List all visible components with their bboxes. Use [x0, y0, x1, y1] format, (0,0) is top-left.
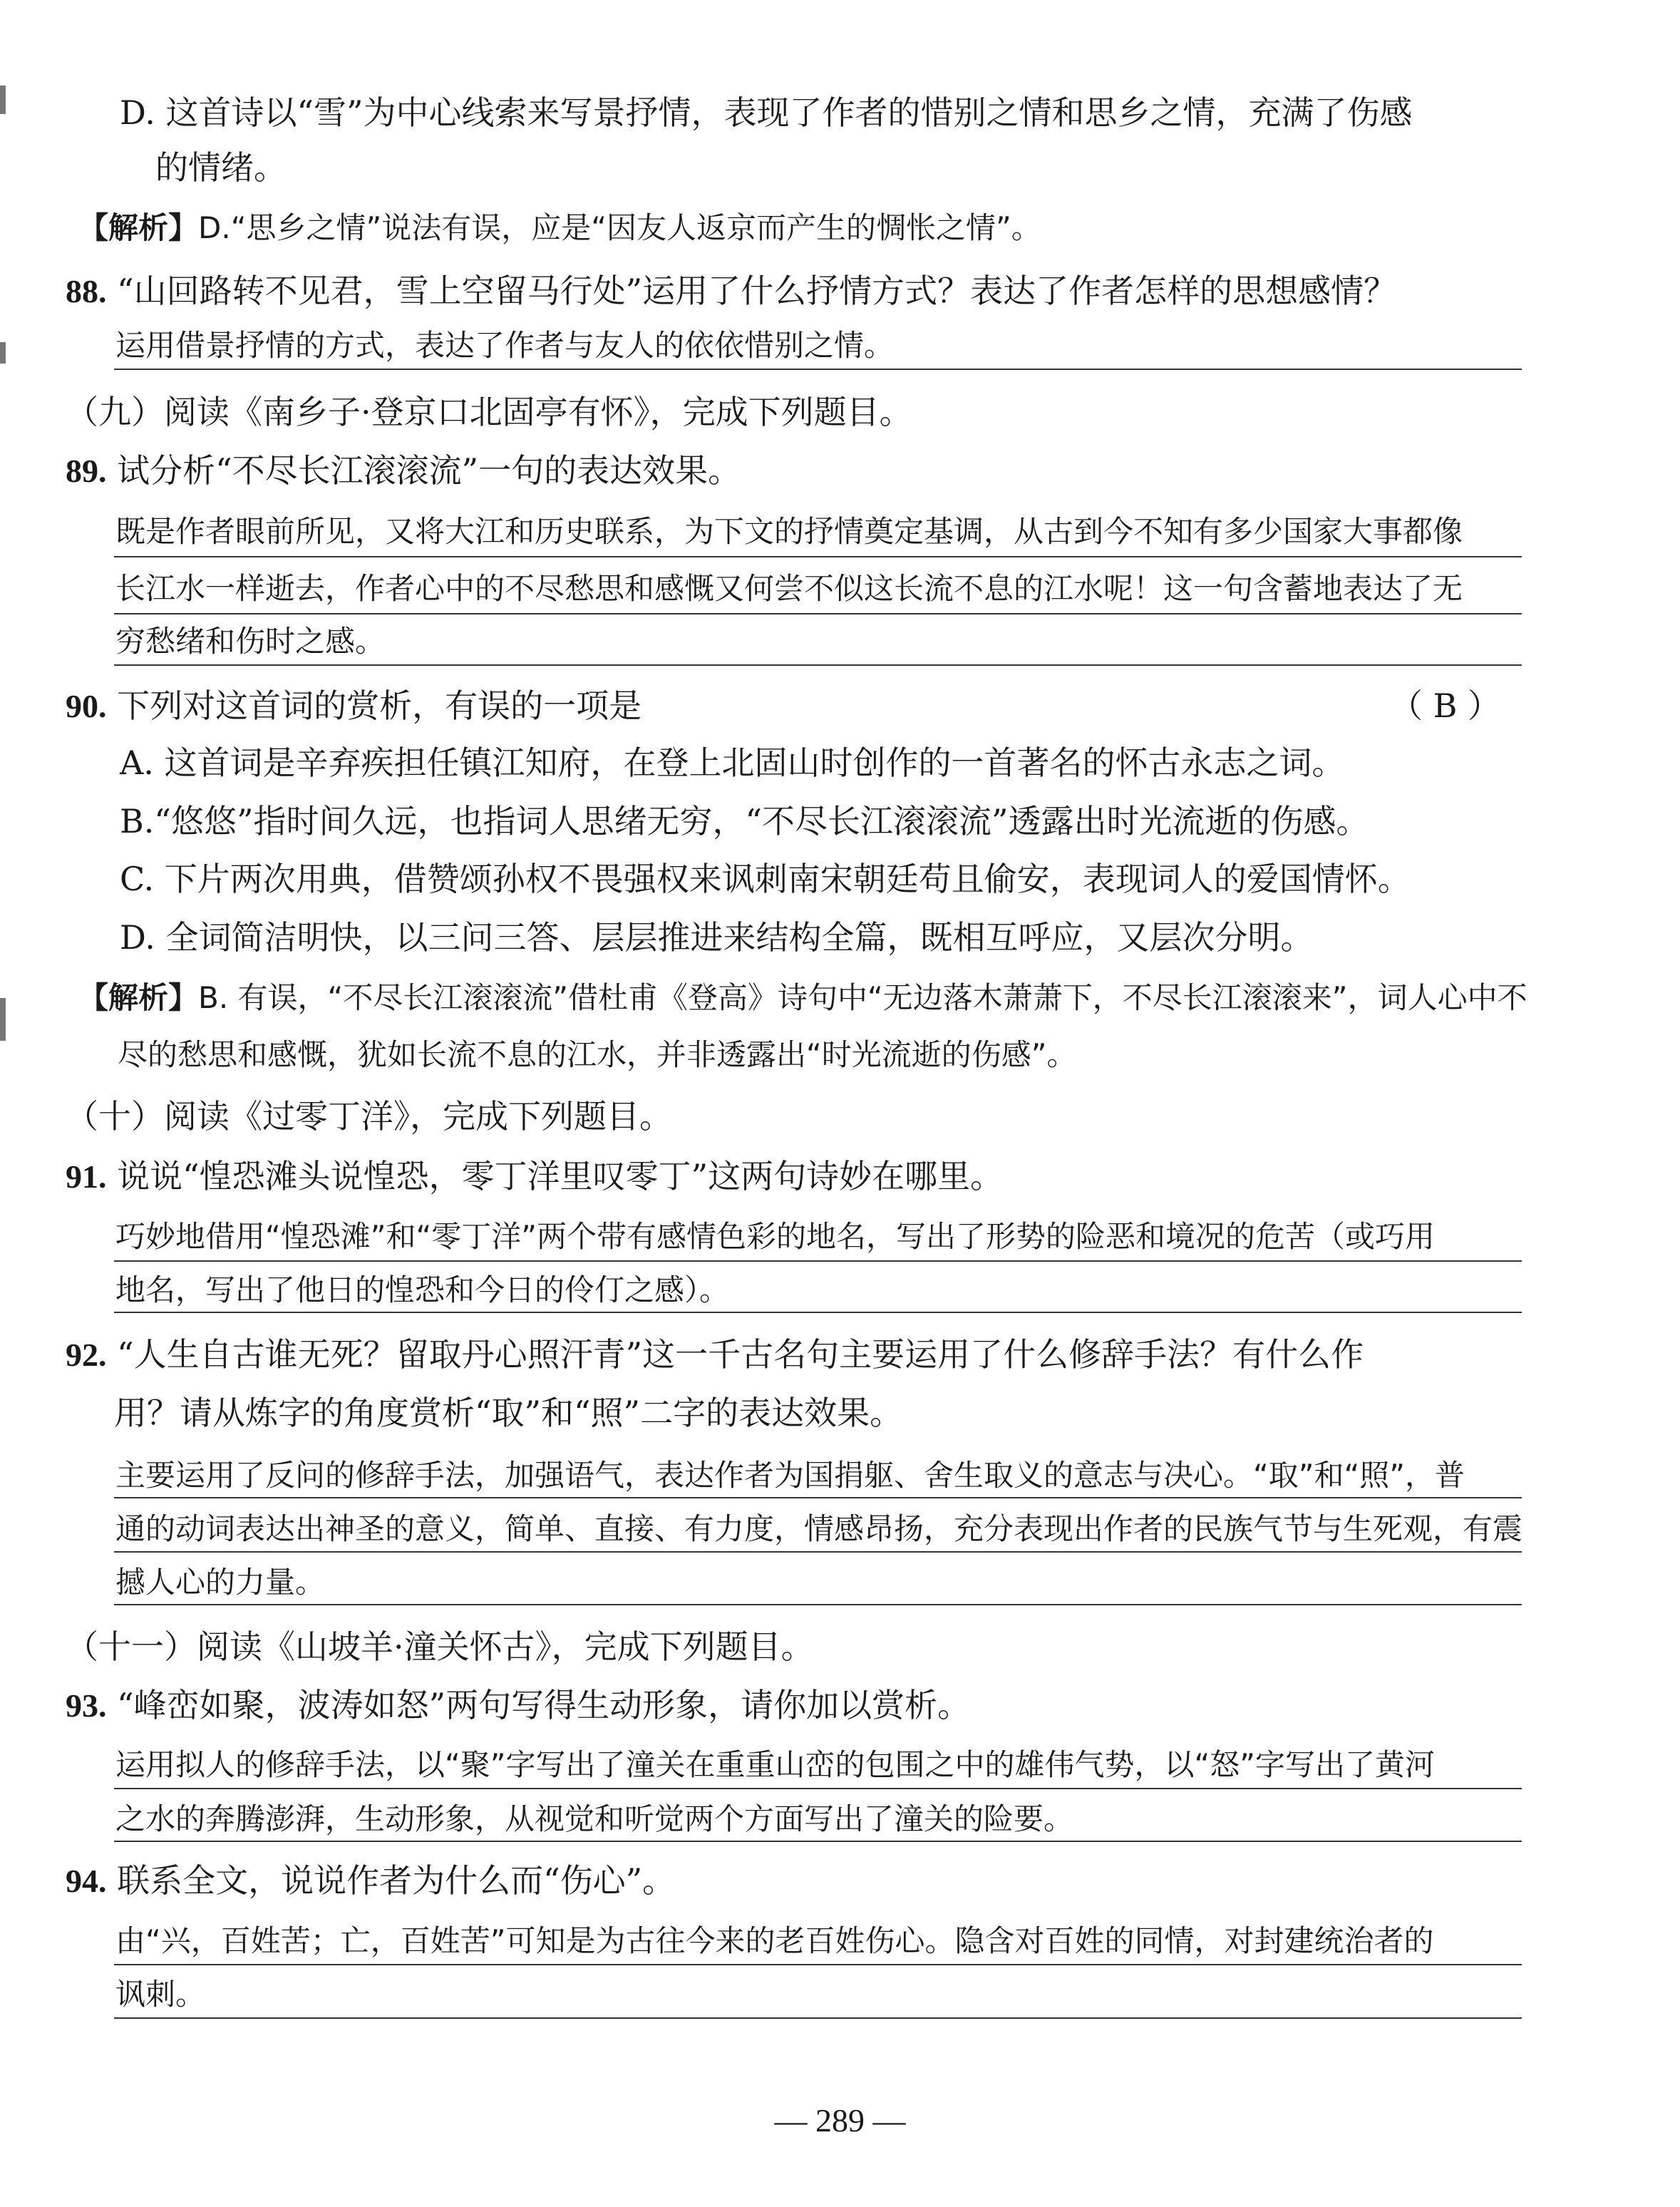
answer-choice: （ B ）: [1390, 686, 1501, 725]
question-text: 试分析“不尽长江滚滚流”一句的表达效果。: [117, 451, 741, 490]
answer-93-line-1: 运用拟人的修辞手法，以“聚”字写出了潼关在重重山峦的包围之中的雄伟气势，以“怒”字写出了黄河: [115, 1747, 1436, 1782]
answer-92-line-3: 撼人心的力量。: [115, 1565, 326, 1600]
answer-88-line-1: 运用借景抒情的方式，表达了作者与友人的依依惜别之情。: [115, 328, 895, 363]
section-9-heading: （九）阅读《南乡子·登京口北固亭有怀》，完成下列题目。: [66, 393, 912, 431]
question-94: [66, 1859, 675, 1903]
question-text: “山回路转不见君，雪上空留马行处”运用了什么抒情方式？表达了作者怎样的思想感情？: [117, 272, 1397, 310]
section-11-heading: （十一）阅读《山坡羊·潼关怀古》，完成下列题目。: [66, 1627, 814, 1666]
answer-89-line-3: 穷愁绪和伤时之感。: [115, 624, 386, 659]
analysis-text: D.“思乡之情”说法有误，应是“因友人返京而产生的惆怅之情”。: [198, 210, 1041, 245]
analysis-90: [78, 977, 1527, 1019]
answer-rule: [114, 556, 1522, 557]
answer-91-line-1: 巧妙地借用“惶恐滩”和“零丁洋”两个带有感情色彩的地名，写出了形势的险恶和境况的危苦（或巧用: [115, 1219, 1436, 1254]
answer-rule: [114, 1964, 1522, 1965]
question-91: [66, 1155, 1003, 1198]
answer-rule: [114, 1497, 1522, 1498]
answer-92-line-2: 通的动词表达出神圣的意义，简单、直接、有力度，情感昂扬，充分表现出作者的民族气节与生死观，有震: [115, 1511, 1523, 1546]
answer-rule: [114, 1260, 1522, 1262]
answer-rule: [114, 369, 1522, 370]
answer-rule: [114, 2017, 1522, 2019]
answer-89-line-2: 长江水一样逝去，作者心中的不尽愁思和感慨又何尝不似这长流不息的江水呢！这一句含蓄地表达了无: [115, 571, 1463, 606]
question-93: [66, 1684, 970, 1727]
scan-edge-mark: [0, 998, 6, 1041]
option-d-prev-cont: 的情绪。: [155, 148, 287, 187]
answer-rule: [114, 664, 1522, 666]
question-number: 92.: [66, 1337, 107, 1373]
answer-92-line-1: 主要运用了反问的修辞手法，加强语气，表达作者为国捐躯、舍生取义的意志与决心。“取”和“照”，普: [115, 1458, 1465, 1493]
scan-edge-mark: [0, 86, 6, 114]
question-number: 91.: [66, 1158, 107, 1195]
question-text: 联系全文，说说作者为什么而“伤心”。: [117, 1861, 676, 1900]
question-text: 下列对这首词的赏析，有误的一项是: [117, 686, 642, 725]
question-text: “人生自古谁无死？留取丹心照汗青”这一千古名句主要运用了什么修辞手法？有什么作: [117, 1335, 1364, 1374]
question-number: 88.: [66, 273, 107, 309]
question-number: 90.: [66, 688, 107, 724]
question-92: [66, 1333, 1364, 1377]
question-number: 94.: [66, 1863, 107, 1899]
option-d: D. 全词简洁明快，以三问三答、层层推进来结构全篇，既相互呼应，又层次分明。: [120, 918, 1314, 957]
scan-edge-mark: [0, 342, 6, 364]
analysis-tag: 【解析】: [78, 210, 199, 245]
answer-rule: [114, 1604, 1522, 1605]
answer-rule: [114, 1841, 1522, 1842]
option-c: C. 下片两次用典，借赞颂孙权不畏强权来讽刺南宋朝廷苟且偷安，表现词人的爱国情怀。: [120, 860, 1411, 898]
option-a: A. 这首词是辛弃疾担任镇江知府，在登上北固山时创作的一首著名的怀古永志之词。: [120, 744, 1345, 782]
question-89: [66, 449, 741, 493]
option-d-prev: D. 这首诗以“雪”为中心线索来写景抒情，表现了作者的惜别之情和思乡之情，充满了伤感: [120, 93, 1413, 132]
answer-rule: [114, 1312, 1522, 1313]
option-b: B.“悠悠”指时间久远，也指词人思绪无穷，“不尽长江滚滚流”透露出时光流逝的伤感。: [120, 802, 1369, 840]
analysis-prev: [78, 207, 1041, 249]
question-text: “峰峦如聚，波涛如怒”两句写得生动形象，请你加以赏析。: [117, 1686, 971, 1724]
page-number: — 289 —: [774, 2102, 906, 2139]
section-10-heading: （十）阅读《过零丁洋》，完成下列题目。: [66, 1097, 672, 1136]
answer-94-line-1: 由“兴，百姓苦；亡，百姓苦”可知是为古往今来的老百姓伤心。隐含对百姓的同情，对封建统治者的: [115, 1923, 1434, 1958]
answer-91-line-2: 地名，写出了他日的惶恐和今日的伶仃之感）。: [115, 1272, 730, 1307]
question-92-cont: 用？请从炼字的角度赏析“取”和“照”二字的表达效果。: [114, 1394, 903, 1432]
analysis-text: B. 有误，“不尽长江滚滚流”借杜甫《登高》诗句中“无边落木萧萧下，不尽长江滚滚来”，词人心中不: [198, 980, 1527, 1015]
question-number: 89.: [66, 453, 107, 489]
question-number: 93.: [66, 1687, 107, 1724]
answer-rule: [114, 1551, 1522, 1553]
question-88: [66, 269, 1396, 313]
question-text: 说说“惶恐滩头说惶恐，零丁洋里叹零丁”这两句诗妙在哪里。: [117, 1157, 1004, 1195]
answer-93-line-2: 之水的奔腾澎湃，生动形象，从视觉和听觉两个方面写出了潼关的险要。: [115, 1801, 1074, 1836]
answer-89-line-1: 既是作者眼前所见，又将大江和历史联系，为下文的抒情奠定基调，从古到今不知有多少国家大事都像: [115, 514, 1463, 549]
answer-94-line-2: 讽刺。: [115, 1977, 206, 2012]
answer-rule: [114, 613, 1522, 614]
question-90: [66, 684, 641, 728]
analysis-90-cont: 尽的愁思和感慨，犹如长流不息的江水，并非透露出“时光流逝的伤感”。: [118, 1037, 1077, 1072]
analysis-tag: 【解析】: [78, 980, 199, 1015]
answer-rule: [114, 1788, 1522, 1789]
